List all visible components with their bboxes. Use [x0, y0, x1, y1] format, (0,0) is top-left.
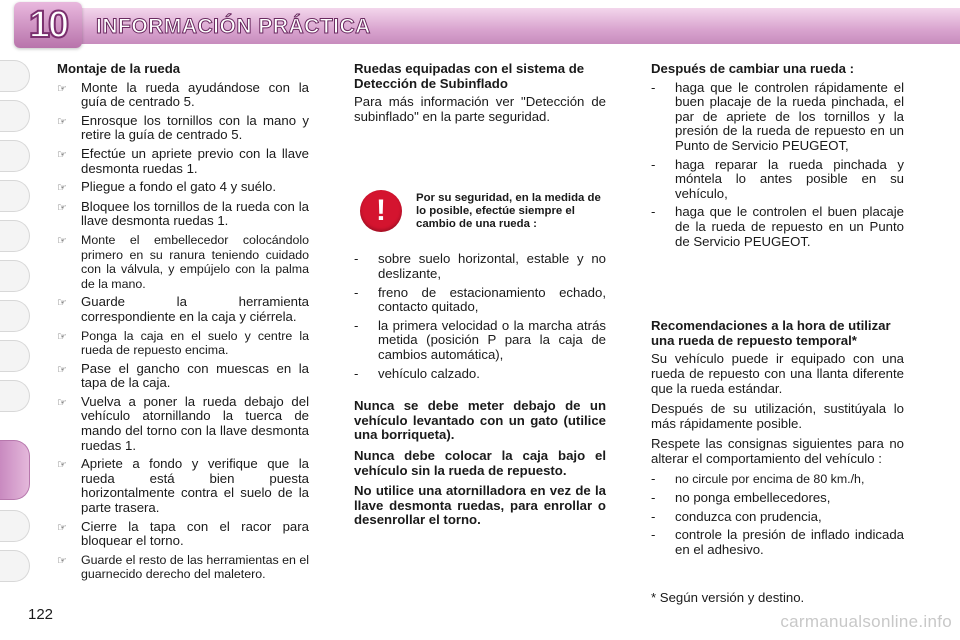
recommendation-item-text: conduzca con prudencia, — [675, 508, 822, 524]
montaje-step-text: Monte la rueda ayudándose con la guía de centrado 5. — [81, 79, 309, 110]
recommendation-item-text: no circule por encima de 80 km./h, — [675, 472, 865, 487]
recommendation-item — [651, 491, 904, 506]
safety-warning-paragraph: Nunca se debe meter debajo de un vehículo levantado con un gato (utilice una borriqueta). — [354, 398, 606, 443]
safety-warning-paragraph: Nunca debe colocar la caja bajo el vehículo sin la rueda de repuesto. — [354, 447, 606, 478]
montaje-step-text: Guarde el resto de las herramientas en el guarnecido derecho del maletero. — [81, 552, 309, 582]
montaje-step — [57, 200, 309, 229]
safety-warning-paragraph: No utilice una atornilladora en vez de la llave desmonta ruedas, para enrollar o desenrollar el torno. — [354, 483, 606, 528]
montaje-step-text: Bloquee los tornillos de la rueda con la llave desmonta ruedas 1. — [81, 198, 309, 229]
recommendation-item-text: controle la presión de inflado indicada en el adhesivo. — [675, 527, 904, 557]
chapter-tab[interactable] — [0, 180, 30, 212]
section-heading-despues: Después de cambiar una rueda : — [651, 61, 855, 76]
rec-para-1: Su vehículo puede ir equipado con una rueda de repuesto con una llanta diferente que la rueda estándar. — [651, 351, 904, 396]
chapter-number: 10 — [28, 3, 68, 46]
column-despues — [651, 62, 904, 561]
montaje-step — [57, 329, 309, 358]
montaje-step-text: Pase el gancho con muescas en la tapa de la caja. — [81, 360, 309, 391]
montaje-step — [57, 233, 309, 291]
montaje-step — [57, 114, 309, 143]
bullet-hand-icon: ☞ — [57, 148, 67, 161]
montaje-step-text: Ponga la caja en el suelo y centre la rueda de repuesto encima. — [81, 328, 309, 358]
montaje-step — [57, 81, 309, 110]
chapter-tab-active[interactable] — [0, 440, 30, 500]
safety-warning-text: Por su seguridad, en la medida de lo posible, efectúe siempre el cambio de una rueda : — [416, 191, 601, 230]
montaje-step-text: Vuelva a poner la rueda debajo del vehículo atornillando la tuerca de mando del torno con la llave desmonta ruedas 1. — [81, 393, 309, 453]
dash-marker: - — [354, 251, 359, 267]
dash-marker: - — [651, 79, 656, 95]
watermark: carmanualsonline.info — [780, 612, 952, 631]
page-title: INFORMACIÓN PRÁCTICA — [96, 15, 371, 38]
dash-marker: - — [651, 471, 656, 487]
safety-condition-text: la primera velocidad o la marcha atrás metida (posición P para la caja de cambios automática), — [378, 317, 606, 362]
after-change-item — [651, 205, 904, 249]
bullet-hand-icon: ☞ — [57, 459, 67, 472]
chapter-tab[interactable] — [0, 60, 30, 92]
dash-marker: - — [651, 204, 656, 220]
after-change-item-text: haga que le controlen el buen placaje de la rueda de repuesto en un Punto de Servicio PEUGEOT. — [675, 204, 904, 249]
montaje-step-text: Guarde la herramienta correspondiente en la caja y ciérrela. — [81, 294, 309, 324]
safety-warnings — [354, 399, 606, 528]
bullet-hand-icon: ☞ — [57, 330, 67, 343]
montaje-step-text: Cierre la tapa con el racor para bloquear el torno. — [81, 518, 309, 549]
page-header — [0, 0, 960, 50]
safety-condition-text: sobre suelo horizontal, estable y no deslizante, — [378, 251, 606, 281]
after-change-list — [651, 81, 904, 250]
montaje-step-text: Apriete a fondo y verifique que la rueda está bien puesta horizontalmente contra el suelo de la parte trasera. — [81, 456, 309, 516]
safety-warning-box — [354, 190, 606, 232]
montaje-step-text: Pliegue a fondo el gato 4 y suélo. — [81, 179, 277, 195]
chapter-tab[interactable] — [0, 260, 30, 292]
dash-marker: - — [354, 365, 359, 381]
bullet-hand-icon: ☞ — [57, 554, 67, 567]
column-subinflado — [354, 62, 606, 534]
after-change-item-text: haga que le controlen rápidamente el buen placaje de la rueda pinchada, el par de apriete de los tornillos y la presión de la rueda de repuesto en un Punto de Servicio PEUGEOT, — [675, 79, 904, 153]
safety-condition — [354, 367, 606, 382]
chapter-tab[interactable] — [0, 550, 30, 582]
chapter-tab[interactable] — [0, 100, 30, 132]
dash-marker: - — [354, 317, 359, 333]
rec-para-3: Respete las consignas siguientes para no alterar el comportamiento del vehículo : — [651, 436, 904, 466]
after-change-item-text: haga reparar la rueda pinchada y móntela lo antes posible en su vehículo, — [675, 156, 904, 201]
montaje-step — [57, 457, 309, 515]
page-number: 122 — [28, 606, 54, 623]
montaje-step-text: Monte el embellecedor colocándolo primero en su ranura teniendo cuidado con la válvula, y empújelo con la palma de la mano. — [81, 232, 309, 291]
bullet-hand-icon: ☞ — [57, 521, 67, 534]
rec-para-2: Después de su utilización, sustitúyala lo más rápidamente posible. — [651, 401, 904, 431]
montaje-step — [57, 295, 309, 324]
bullet-hand-icon: ☞ — [57, 396, 67, 409]
chapter-tab[interactable] — [0, 510, 30, 542]
montaje-step — [57, 147, 309, 176]
section-heading-montaje: Montaje de la rueda — [57, 61, 181, 76]
dash-marker: - — [651, 490, 656, 506]
bullet-hand-icon: ☞ — [57, 182, 67, 195]
chapter-tab[interactable] — [0, 380, 30, 412]
recommendation-item — [651, 528, 904, 557]
montaje-step — [57, 520, 309, 549]
recommendation-item — [651, 510, 904, 525]
montaje-step — [57, 395, 309, 453]
subinflado-intro: Para más información ver "Detección de subinflado" en la parte seguridad. — [354, 94, 606, 124]
bullet-hand-icon: ☞ — [57, 82, 67, 95]
section-heading-subinflado: Ruedas equipadas con el sistema de Detección de Subinflado — [354, 61, 585, 91]
bullet-hand-icon: ☞ — [57, 234, 67, 247]
chapter-badge — [14, 2, 82, 48]
bullet-hand-icon: ☞ — [57, 363, 67, 376]
bullet-hand-icon: ☞ — [57, 115, 67, 128]
montaje-step-text: Enrosque los tornillos con la mano y retire la guía de centrado 5. — [81, 112, 309, 143]
section-heading-recomendaciones: Recomendaciones a la hora de utilizar una rueda de repuesto temporal* — [651, 318, 891, 348]
montaje-steps-list — [57, 81, 309, 582]
chapter-tab[interactable] — [0, 300, 30, 332]
exclamation-icon: ! — [360, 190, 402, 232]
dash-marker: - — [651, 527, 656, 543]
chapter-tabs — [0, 60, 30, 580]
montaje-step — [57, 362, 309, 391]
spacer — [651, 253, 904, 319]
chapter-tab[interactable] — [0, 340, 30, 372]
safety-condition — [354, 319, 606, 363]
recommendations-list — [651, 472, 904, 557]
chapter-tab[interactable] — [0, 220, 30, 252]
dash-marker: - — [651, 156, 656, 172]
recommendation-item — [651, 472, 904, 487]
safety-conditions-list — [354, 252, 606, 381]
safety-condition-text: vehículo calzado. — [378, 365, 480, 381]
safety-condition-text: freno de estacionamiento echado, contacto quitado, — [378, 284, 606, 315]
footnote: * Según versión y destino. — [651, 590, 805, 605]
montaje-step — [57, 180, 309, 196]
montaje-step-text: Efectúe un apriete previo con la llave desmonta ruedas 1. — [81, 145, 309, 176]
recommendation-item-text: no ponga embellecedores, — [675, 490, 831, 506]
after-change-item — [651, 81, 904, 154]
column-montaje — [57, 62, 309, 586]
after-change-item — [651, 158, 904, 202]
chapter-tab[interactable] — [0, 140, 30, 172]
montaje-step — [57, 553, 309, 582]
bullet-hand-icon: ☞ — [57, 201, 67, 214]
bullet-hand-icon: ☞ — [57, 297, 67, 310]
dash-marker: - — [651, 508, 656, 524]
safety-condition — [354, 286, 606, 315]
safety-condition — [354, 252, 606, 281]
dash-marker: - — [354, 284, 359, 300]
